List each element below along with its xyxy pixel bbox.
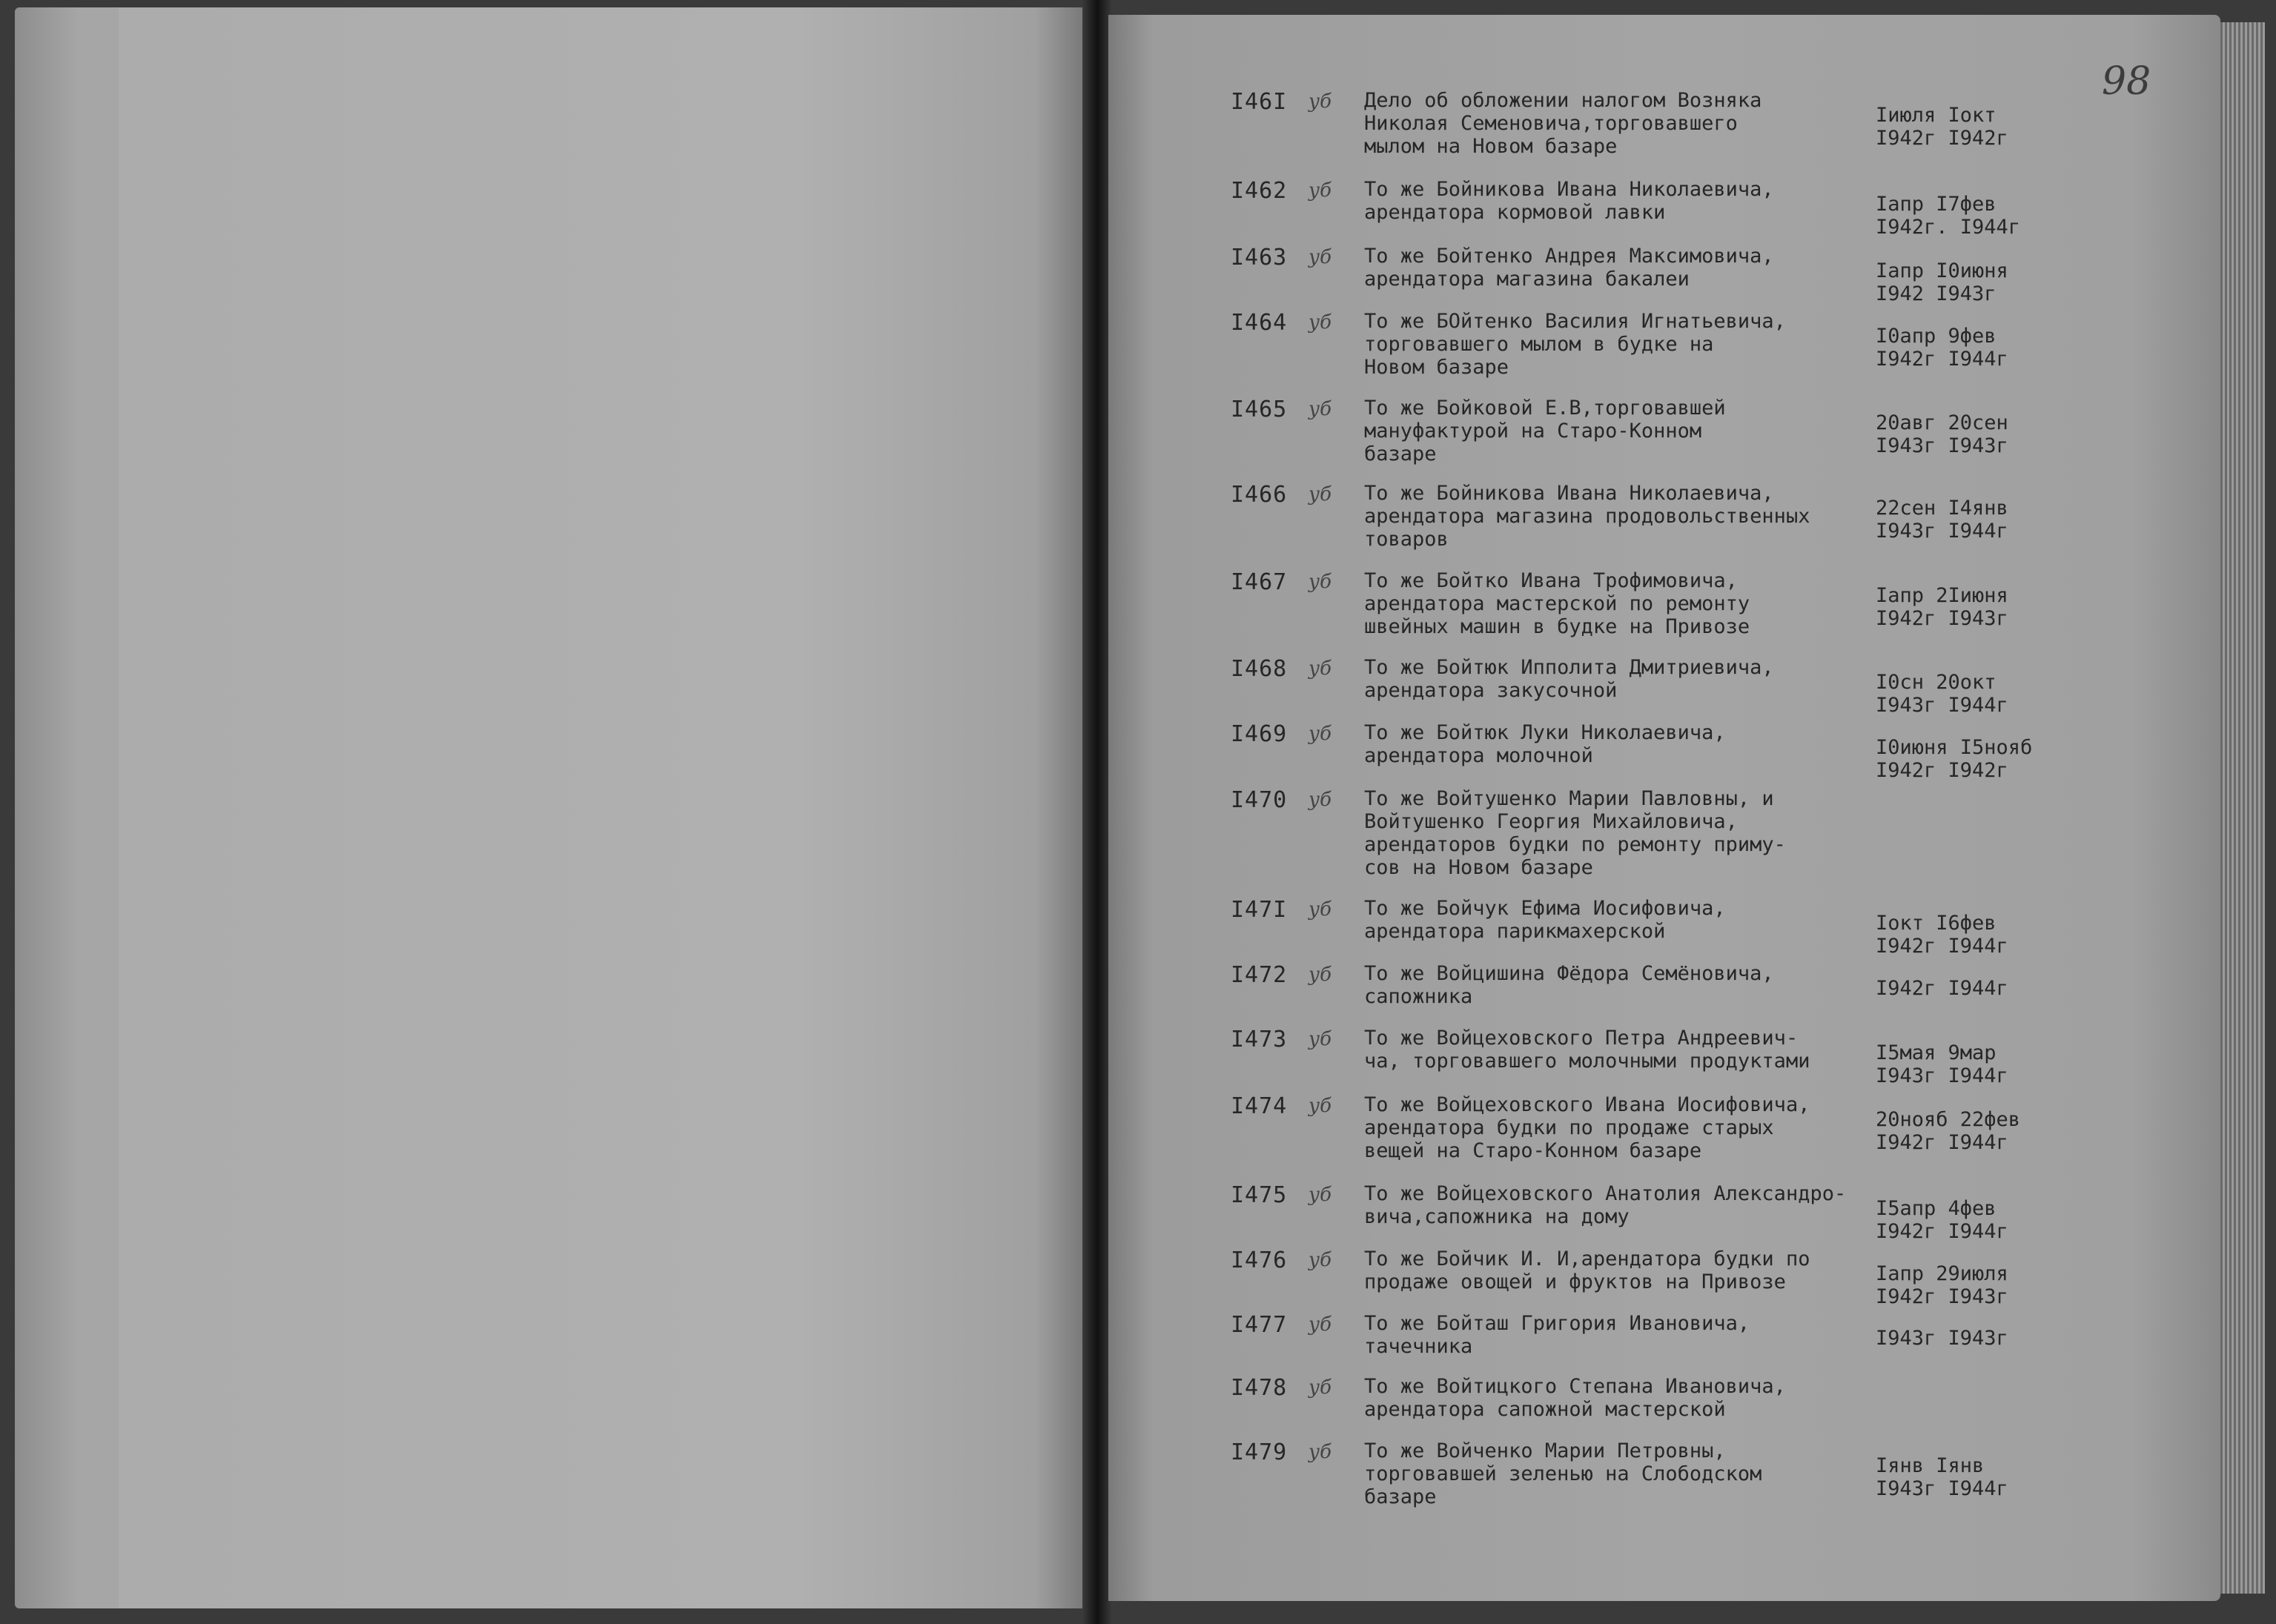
item-dates: I5апр 4фев I942г I944г <box>1876 1197 2008 1243</box>
item-description: То же Войтицкого Степана Ивановича, арендатора сапожной мастерской <box>1364 1375 1786 1421</box>
item-dates: Iиюля Iокт I942г I942г <box>1876 104 2008 150</box>
item-description: То же Бойташ Григория Ивановича, тачечника <box>1364 1312 1750 1358</box>
handwritten-mark: уб <box>1309 483 1331 506</box>
item-dates: Iапр 29июля I942г I943г <box>1876 1262 2008 1308</box>
item-description: То же Бойникова Ивана Николаевича, арендатора магазина продовольственных товаров <box>1364 482 1810 551</box>
item-number: I466 <box>1231 482 1288 508</box>
item-number: I475 <box>1231 1182 1288 1208</box>
handwritten-mark: уб <box>1309 90 1331 113</box>
item-dates: Iянв Iянв I943г I944г <box>1876 1454 2008 1500</box>
handwritten-mark: уб <box>1309 1376 1331 1399</box>
handwritten-mark: уб <box>1309 964 1331 986</box>
item-description: То же Войцеховского Петра Андреевич- ча, торговавшего молочными продуктами <box>1364 1027 1810 1073</box>
item-dates: 20нояб 22фев I942г I944г <box>1876 1108 2021 1154</box>
item-description: То же Войцеховского Ивана Иосифовича, арендатора будки по продаже старых вещей на Старо-Конном базаре <box>1364 1093 1810 1162</box>
item-description: То же Войцишина Фёдора Семёновича, сапожника <box>1364 962 1774 1008</box>
item-description: То же Бойковой Е.В,торговавшей мануфактурой на Старо-Конном базаре <box>1364 397 1726 465</box>
item-number: I465 <box>1231 397 1288 422</box>
folio-number: 98 <box>2102 59 2151 104</box>
item-number: I47I <box>1231 897 1288 923</box>
item-number: I477 <box>1231 1312 1288 1338</box>
item-description: То же Войтушенко Марии Павловны, и Войтушенко Георгия Михайловича, арендаторов будки по ремонту приму- сов на Новом базаре <box>1364 787 1786 879</box>
handwritten-mark: уб <box>1309 246 1331 268</box>
item-description: То же Войцеховского Анатолия Александро- вича,сапожника на дому <box>1364 1182 1847 1228</box>
item-description: То же Бойтенко Андрея Максимовича, арендатора магазина бакалеи <box>1364 245 1774 291</box>
handwritten-mark: уб <box>1309 1028 1331 1050</box>
item-dates: Iапр I7фев I942г. I944г <box>1876 193 2021 239</box>
item-dates: I0сн 20окт I943г I944г <box>1876 671 2008 717</box>
item-description: То же Бойтко Ивана Трофимовича, арендатора мастерской по ремонту швейных машин в будке на Привозе <box>1364 569 1750 638</box>
item-dates: I943г I943г <box>1876 1327 2008 1350</box>
item-number: I468 <box>1231 656 1288 682</box>
item-dates: Iапр 2Iиюня I942г I943г <box>1876 584 2008 630</box>
handwritten-mark: уб <box>1309 311 1331 334</box>
item-description: То же Войченко Марии Петровны, торговавшей зеленью на Слободском базаре <box>1364 1439 1762 1508</box>
item-description: То же Бойтюк Луки Николаевича, арендатора молочной <box>1364 721 1726 767</box>
item-description: То же Бойникова Ивана Николаевича, арендатора кормовой лавки <box>1364 178 1774 224</box>
handwritten-mark: уб <box>1309 789 1331 811</box>
item-number: I469 <box>1231 721 1288 747</box>
item-description: То же БОйтенко Василия Игнатьевича, торговавшего мылом в будке на Новом базаре <box>1364 310 1786 379</box>
handwritten-mark: уб <box>1309 571 1331 593</box>
item-description: Дело об обложении налогом Возняка Николая Семеновича,торговавшего мылом на Новом базаре <box>1364 89 1762 158</box>
item-dates: I5мая 9мар I943г I944г <box>1876 1041 2008 1087</box>
handwritten-mark: уб <box>1309 898 1331 921</box>
item-number: I46I <box>1231 89 1288 115</box>
item-number: I474 <box>1231 1093 1288 1119</box>
item-dates: I0апр 9фев I942г I944г <box>1876 325 2008 371</box>
item-description: То же Бойтюк Ипполита Дмитриевича, арендатора закусочной <box>1364 656 1774 702</box>
item-dates: Iокт I6фев I942г I944г <box>1876 912 2008 958</box>
handwritten-mark: уб <box>1309 398 1331 420</box>
item-number: I478 <box>1231 1375 1288 1401</box>
handwritten-mark: уб <box>1309 657 1331 680</box>
item-dates: 22сен I4янв I943г I944г <box>1876 497 2008 543</box>
item-dates: 20авг 20сен I943г I943г <box>1876 411 2008 457</box>
handwritten-mark: уб <box>1309 179 1331 202</box>
handwritten-mark: уб <box>1309 1441 1331 1463</box>
item-dates: I0июня I5нояб I942г I942г <box>1876 736 2033 782</box>
item-number: I467 <box>1231 569 1288 595</box>
item-number: I476 <box>1231 1247 1288 1273</box>
item-dates: Iапр I0июня I942 I943г <box>1876 259 2008 305</box>
handwritten-mark: уб <box>1309 1249 1331 1271</box>
handwritten-mark: уб <box>1309 1184 1331 1206</box>
handwritten-mark: уб <box>1309 1095 1331 1117</box>
item-number: I464 <box>1231 310 1288 336</box>
item-description: То же Бойчук Ефима Иосифовича, арендатора парикмахерской <box>1364 897 1726 943</box>
handwritten-mark: уб <box>1309 1313 1331 1336</box>
handwritten-mark: уб <box>1309 723 1331 745</box>
item-number: I463 <box>1231 245 1288 271</box>
item-number: I473 <box>1231 1027 1288 1053</box>
item-number: I470 <box>1231 787 1288 813</box>
item-number: I462 <box>1231 178 1288 204</box>
item-number: I472 <box>1231 962 1288 988</box>
item-description: То же Бойчик И. И,арендатора будки по продаже овощей и фруктов на Привозе <box>1364 1247 1810 1293</box>
item-number: I479 <box>1231 1439 1288 1465</box>
item-dates: I942г I944г <box>1876 977 2008 1000</box>
